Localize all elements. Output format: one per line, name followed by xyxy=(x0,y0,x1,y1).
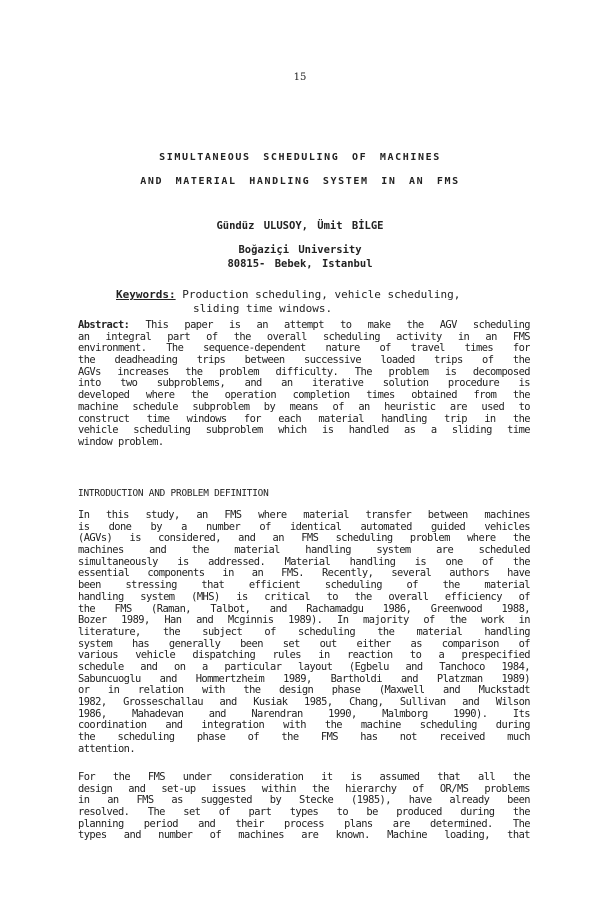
author-affiliation: Boğaziçi University xyxy=(238,244,362,256)
abstract-line: environment. The sequence-dependent nature of travel times for xyxy=(78,343,530,355)
keywords-label: Keywords: xyxy=(116,288,176,301)
abstract-line: construct time windows for each material handling trip in the xyxy=(78,413,530,425)
paragraph-line: design and set-up issues within the hierarchy of OR/MS problems xyxy=(78,783,530,795)
paragraph-line: 1982, Grosseschallau and Kusiak 1985, Chang, Sullivan and Wilson xyxy=(78,697,530,708)
paragraph-line: machines and the material handling system are scheduled xyxy=(78,545,530,557)
abstract-line: an integral part of the overall scheduling activity in an FMS xyxy=(78,331,530,343)
abstract-line: machine schedule subproblem by means of an heuristic are used to xyxy=(78,401,530,413)
paragraph-line: Sabuncuoglu and Hommertzheim 1989, Bartholdi and Platzman 1989) xyxy=(78,673,530,685)
abstract-line: AGVs increases the problem difficulty. The problem is decomposed xyxy=(78,366,530,378)
paragraph-line: system has generally been set out either as comparison of xyxy=(78,638,530,650)
abstract xyxy=(78,320,530,449)
paragraph-line: planning period and their process plans are determined. The xyxy=(78,818,530,830)
abstract-line: into two subproblems, and an iterative solution procedure is xyxy=(78,378,530,390)
section-heading-introduction: INTRODUCTION AND PROBLEM DEFINITION xyxy=(78,488,269,499)
paragraph-line: the scheduling phase of the FMS has not received much xyxy=(78,732,530,744)
title-line-1: SIMULTANEOUS SCHEDULING OF MACHINES xyxy=(159,152,441,163)
paragraph-line: In this study, an FMS where material transfer between machines xyxy=(78,510,530,521)
page-number: 15 xyxy=(293,72,307,83)
abstract-line: Abstract: This paper is an attempt to make the AGV scheduling xyxy=(78,320,530,331)
introduction-paragraph-2 xyxy=(78,772,530,842)
title-line-2: AND MATERIAL HANDLING SYSTEM IN AN FMS xyxy=(140,176,460,187)
paragraph-line: schedule and on a particular layout (Egbelu and Tanchoco 1984, xyxy=(78,661,530,673)
abstract-label: Abstract: xyxy=(78,320,130,331)
paragraph-line: essential components in an FMS. Recently, several authors have xyxy=(78,568,530,580)
paragraph-line: resolved. The set of part types to be produced during the xyxy=(78,807,530,819)
keywords-line-2: sliding time windows. xyxy=(193,302,333,315)
paragraph-line: or in relation with the design phase (Maxwell and Muckstadt xyxy=(78,685,530,697)
paragraph-line: attention. xyxy=(78,743,136,755)
keywords-line-1: Production scheduling, vehicle scheduling, xyxy=(175,288,461,301)
paragraph-line: 1986, Mahadevan and Narendran 1990, Malmborg 1990). Its xyxy=(78,708,530,720)
author-names: Gündüz ULUSOY, Ümit BİLGE xyxy=(216,220,384,232)
author-address: 80815- Bebek, Istanbul xyxy=(227,258,373,270)
paragraph-line: handling system (MHS) is critical to the overall efficiency of xyxy=(78,591,530,603)
paragraph-line: various vehicle dispatching rules in reaction to a prespecified xyxy=(78,650,530,662)
keywords xyxy=(116,288,460,316)
abstract-line: window problem. xyxy=(78,436,164,448)
paragraph-line: coordination and integration with the machine scheduling during xyxy=(78,720,530,732)
abstract-line: the deadheading trips between successive loaded trips of the xyxy=(78,355,530,367)
paragraph-line: types and number of machines are known. Machine loading, that xyxy=(78,830,530,842)
paragraph-line: in an FMS as suggested by Stecke (1985), have already been xyxy=(78,795,530,807)
paragraph-line: (AGVs) is considered, and an FMS scheduling problem where the xyxy=(78,533,530,545)
paragraph-line: is done by a number of identical automated guided vehicles xyxy=(78,521,530,533)
paragraph-line: been stressing that efficient scheduling of the material xyxy=(78,580,530,592)
abstract-line: vehicle scheduling subproblem which is handled as a sliding time xyxy=(78,425,530,437)
paragraph-line: literature, the subject of scheduling the material handling xyxy=(78,626,530,638)
paragraph-line: For the FMS under consideration it is assumed that all the xyxy=(78,772,530,783)
paragraph-line: the FMS (Raman, Talbot, and Rachamadgu 1986, Greenwood 1988, xyxy=(78,603,530,615)
paragraph-line: simultaneously is addressed. Material handling is one of the xyxy=(78,556,530,568)
introduction-paragraph-1 xyxy=(78,510,530,755)
paragraph-line: Bozer 1989, Han and Mcginnis 1989). In majority of the work in xyxy=(78,615,530,627)
abstract-line: developed where the operation completion times obtained from the xyxy=(78,390,530,402)
